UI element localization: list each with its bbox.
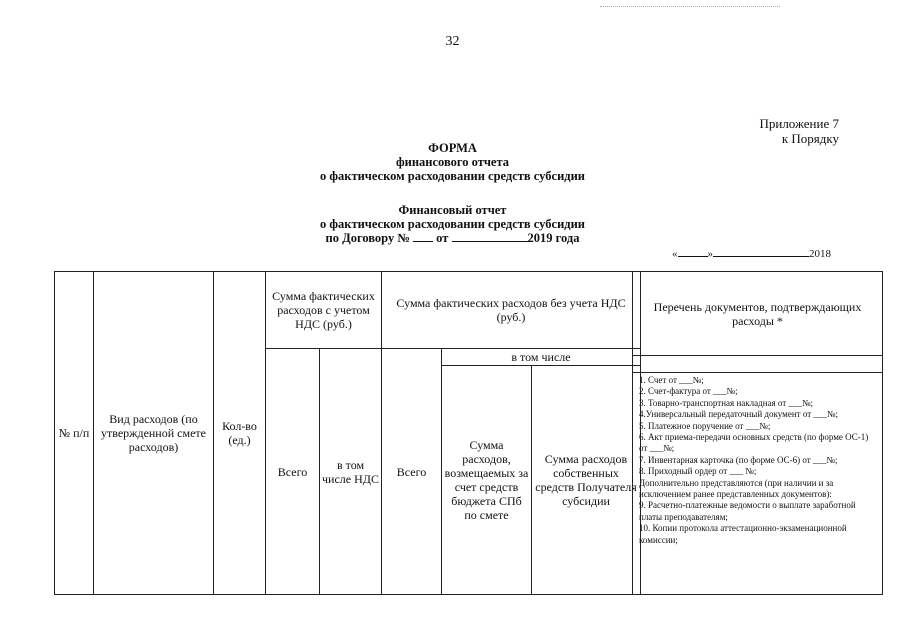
scan-artifact <box>600 6 780 9</box>
header-total-without-vat: Всего <box>381 348 442 595</box>
document-item: 8. Приходный ордер от ___ №; <box>639 466 757 477</box>
header-own-funds: Сумма расходов собственных средств Получателя субсидии <box>531 365 641 595</box>
document-item: 4.Универсальный передаточный документ от ___№; <box>639 409 838 420</box>
header-budget-funds: Сумма расходов, возмещаемых за счет средств бюджета СПб по смете <box>441 365 532 595</box>
document-item: 7. Инвентарная карточка (по форме ОС-6) от ___№; <box>639 454 838 465</box>
date-month-blank[interactable] <box>713 256 809 257</box>
form-title-line-3: о фактическом расходовании средств субсидии <box>319 169 585 183</box>
form-title <box>0 141 905 183</box>
report-title <box>0 203 905 245</box>
document-item: 3. Товарно-транспортная накладная от ___№; <box>639 397 814 408</box>
contract-number-blank[interactable] <box>413 241 433 242</box>
documents-spacer <box>632 355 883 373</box>
header-sum-with-vat: Сумма фактических расходов с учетом НДС (руб.) <box>265 271 382 349</box>
document-item: 1. Счет от ___№; <box>639 375 704 385</box>
header-total-with-vat: Всего <box>265 348 320 595</box>
date-year: 2018 <box>809 248 831 260</box>
header-documents: Перечень документов, подтверждающих расходы * <box>632 271 883 356</box>
contract-prefix: по Договору № <box>325 231 410 245</box>
report-title-line-2: о фактическом расходовании средств субсидии <box>319 217 585 231</box>
date-quote-open: « <box>672 248 678 260</box>
appendix-line-2: к Порядку <box>781 131 839 146</box>
date-day-blank[interactable] <box>678 256 708 257</box>
document-item: Дополнительно представляются (при наличии и за исключением ранее представленных документов): <box>639 477 834 500</box>
contract-line <box>0 231 905 245</box>
date-quote-close: » <box>707 248 713 260</box>
documents-list <box>632 372 883 595</box>
form-title-line-2: финансового отчета <box>395 155 509 169</box>
appendix-line-1: Приложение 7 <box>759 116 839 131</box>
document-item: 2. Счет-фактура от ___№; <box>639 386 738 397</box>
header-incl-vat: в том числе НДС <box>319 348 382 595</box>
financial-report-table <box>54 271 883 595</box>
header-num: № п/п <box>54 271 94 595</box>
header-expense-type: Вид расходов (по утвержденной смете расходов) <box>93 271 214 595</box>
page-number: 32 <box>445 34 460 49</box>
document-item: 10. Копии протокола аттестационно-экзаменационной комиссии; <box>639 523 847 545</box>
contract-year: 2019 года <box>527 231 580 245</box>
form-title-line-1: ФОРМА <box>428 141 477 155</box>
header-sum-without-vat: Сумма фактических расходов без учета НДС (руб.) <box>381 271 641 349</box>
document-item: 5. Платежное поручение от ___№; <box>639 420 771 431</box>
contract-date-blank[interactable] <box>452 241 528 242</box>
header-including: в том числе <box>441 348 641 366</box>
report-title-line-1: Финансовый отчет <box>398 203 507 217</box>
report-date-line <box>672 248 831 260</box>
document-item: 9. Расчетно-платежные ведомости о выплате заработной платы преподавателям; <box>639 500 856 522</box>
document-item: 6. Акт приема-передачи основных средств (по форме ОС-1) от ___№; <box>639 432 869 454</box>
contract-from: от <box>436 231 449 245</box>
header-quantity: Кол-во (ед.) <box>213 271 266 595</box>
